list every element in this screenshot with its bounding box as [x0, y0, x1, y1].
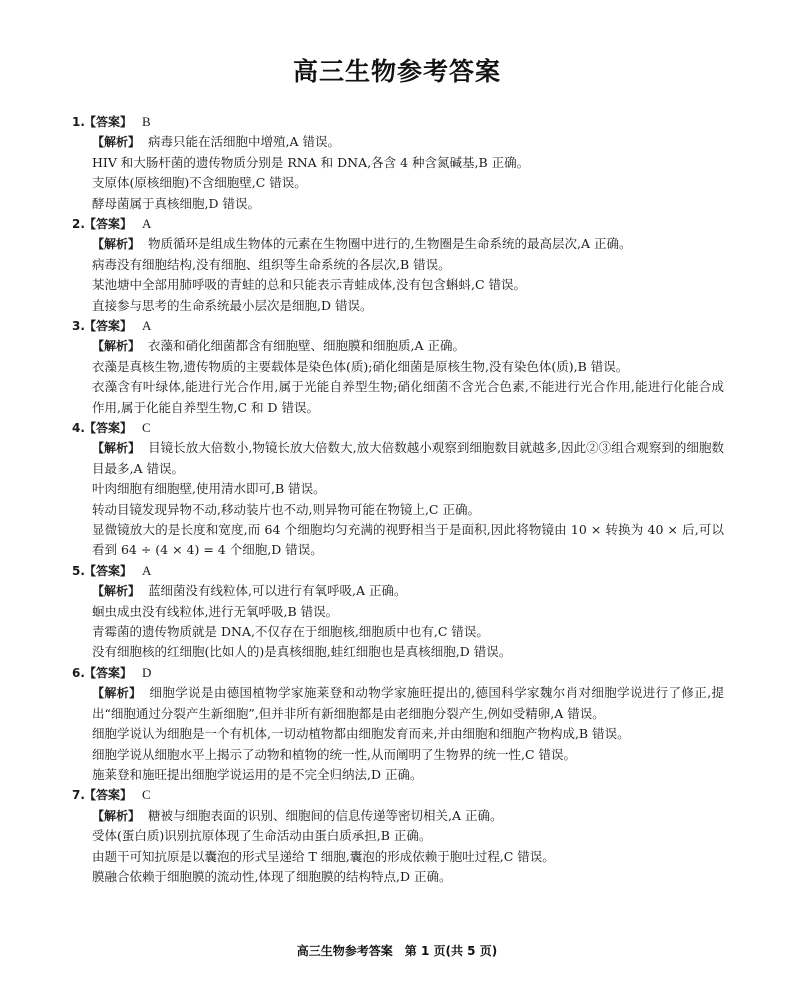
- question-item: [72, 316, 724, 418]
- question-number: 5.: [72, 563, 85, 578]
- analysis-text: 蓝细菌没有线粒体,可以进行有氧呼吸,A 正确。: [148, 583, 407, 599]
- analysis-line: [92, 500, 724, 520]
- answer-value: C: [142, 787, 151, 803]
- answer-value: A: [142, 562, 152, 578]
- analysis-line: [92, 153, 724, 173]
- answer-line: [72, 561, 724, 581]
- analysis-text: 酵母菌属于真核细胞,D 错误。: [92, 195, 260, 211]
- analysis-tag: 【解析】: [92, 686, 142, 701]
- analysis-line: [92, 336, 724, 356]
- analysis-text: 支原体(原核细胞)不含细胞壁,C 错误。: [92, 175, 307, 191]
- analysis-line: [92, 377, 724, 418]
- analysis-text: 显微镜放大的是长度和宽度,而 64 个细胞均匀充满的视野相当于是面积,因此将物镜由 10 × 转换为 40 × 后,可以看到 64 ÷ (4 × 4) = 4 个细胞,D 错误。: [92, 522, 724, 558]
- answer-tag: 【答案】: [84, 421, 133, 436]
- answer-line: [72, 112, 724, 132]
- analysis-line: [92, 357, 724, 377]
- question-number: 4.: [72, 421, 85, 436]
- analysis-text: 细胞学说是由德国植物学家施莱登和动物学家施旺提出的,德国科学家魏尔肖对细胞学说进行了修正,提出“细胞通过分裂产生新细胞”,但并非所有新细胞都是由老细胞分裂产生,例如受精卵,A 错误。: [92, 685, 724, 721]
- analysis-line: [92, 132, 724, 152]
- question-number: 1.: [72, 115, 85, 129]
- analysis-text: 衣藻是真核生物,遗传物质的主要载体是染色体(质);硝化细菌是原核生物,没有染色体(质),B 错误。: [92, 358, 629, 374]
- analysis-block: [72, 806, 724, 888]
- analysis-line: [92, 724, 724, 744]
- question-item: [72, 112, 724, 214]
- analysis-block: [72, 438, 724, 560]
- answer-value: A: [142, 216, 152, 232]
- analysis-text: 施莱登和施旺提出细胞学说运用的是不完全归纳法,D 正确。: [92, 766, 423, 782]
- analysis-line: [92, 602, 724, 622]
- analysis-block: [72, 234, 724, 316]
- analysis-text: 青霉菌的遗传物质就是 DNA,不仅存在于细胞核,细胞质中也有,C 错误。: [92, 624, 489, 640]
- answer-tag: 【答案】: [84, 319, 133, 334]
- analysis-text: 受体(蛋白质)识别抗原体现了生命活动由蛋白质承担,B 正确。: [92, 828, 432, 844]
- answer-line: [72, 418, 724, 438]
- analysis-block: [72, 336, 724, 418]
- question-number: 7.: [72, 788, 85, 803]
- analysis-tag: 【解析】: [92, 339, 141, 354]
- analysis-text: 细胞学说从细胞水平上揭示了动物和植物的统一性,从而阐明了生物界的统一性,C 错误。: [92, 746, 576, 762]
- answer-tag: 【答案】: [84, 115, 133, 129]
- question-item: [72, 561, 724, 663]
- analysis-text: 由题干可知抗原是以囊泡的形式呈递给 T 细胞,囊泡的形成依赖于胞吐过程,C 错误。: [92, 848, 555, 864]
- analysis-text: 糖被与细胞表面的识别、细胞间的信息传递等密切相关,A 正确。: [148, 807, 503, 823]
- answer-line: [72, 214, 724, 234]
- answer-line: [72, 785, 724, 805]
- analysis-line: [92, 683, 724, 724]
- question-number: 2.: [72, 217, 85, 232]
- answer-value: B: [142, 114, 151, 129]
- question-item: [72, 663, 724, 785]
- analysis-line: [92, 745, 724, 765]
- analysis-tag: 【解析】: [92, 135, 141, 150]
- analysis-line: [92, 255, 724, 275]
- analysis-text: 病毒只能在活细胞中增殖,A 错误。: [148, 134, 340, 150]
- analysis-line: [92, 806, 724, 826]
- analysis-text: HIV 和大肠杆菌的遗传物质分别是 RNA 和 DNA,各含 4 种含氮碱基,B 正确。: [92, 154, 530, 170]
- analysis-text: 衣藻含有叶绿体,能进行光合作用,属于光能自养型生物;硝化细菌不含光合色素,不能进行光合作用,能进行化能合成作用,属于化能自养型生物,C 和 D 错误。: [92, 379, 724, 415]
- answer-value: C: [142, 420, 151, 436]
- page-title: 高三生物参考答案: [292, 57, 501, 86]
- question-number: 3.: [72, 319, 85, 334]
- answer-value: D: [142, 664, 152, 680]
- analysis-block: [72, 683, 724, 785]
- analysis-line: [92, 642, 724, 662]
- analysis-text: 某池塘中全部用肺呼吸的青蛙的总和只能表示青蛙成体,没有包含蝌蚪,C 错误。: [92, 277, 526, 293]
- analysis-line: [92, 234, 724, 254]
- analysis-tag: 【解析】: [92, 441, 141, 456]
- analysis-text: 转动目镜发现异物不动,移动装片也不动,则异物可能在物镜上,C 正确。: [92, 501, 480, 517]
- analysis-line: [92, 479, 724, 499]
- analysis-text: 蛔虫成虫没有线粒体,进行无氧呼吸,B 错误。: [92, 603, 339, 619]
- analysis-line: [92, 194, 724, 214]
- analysis-line: [92, 296, 724, 316]
- analysis-text: 病毒没有细胞结构,没有细胞、组织等生命系统的各层次,B 错误。: [92, 256, 451, 272]
- question-item: [72, 214, 724, 316]
- question-number: 6.: [72, 665, 85, 680]
- analysis-line: [92, 847, 724, 867]
- page-footer: 高三生物参考答案 第 1 页(共 5 页): [296, 944, 498, 958]
- analysis-block: [72, 132, 724, 214]
- analysis-line: [92, 520, 724, 561]
- analysis-line: [92, 173, 724, 193]
- analysis-line: [92, 867, 724, 887]
- analysis-tag: 【解析】: [92, 584, 141, 599]
- analysis-line: [92, 622, 724, 642]
- answer-tag: 【答案】: [84, 788, 133, 803]
- analysis-text: 没有细胞核的红细胞(比如人的)是真核细胞,蛙红细胞也是真核细胞,D 错误。: [92, 644, 512, 660]
- analysis-text: 膜融合依赖于细胞膜的流动性,体现了细胞膜的结构特点,D 正确。: [92, 868, 452, 884]
- analysis-block: [72, 581, 724, 663]
- analysis-line: [92, 438, 724, 479]
- analysis-text: 物质循环是组成生物体的元素在生物圈中进行的,生物圈是生命系统的最高层次,A 正确。: [148, 236, 632, 252]
- analysis-line: [92, 765, 724, 785]
- answer-list: [72, 112, 724, 887]
- answer-tag: 【答案】: [84, 217, 133, 232]
- answer-tag: 【答案】: [84, 665, 133, 680]
- analysis-text: 叶肉细胞有细胞壁,使用清水即可,B 错误。: [92, 481, 326, 497]
- question-item: [72, 418, 724, 561]
- analysis-text: 目镜长放大倍数小,物镜长放大倍数大,放大倍数越小观察到细胞数目就越多,因此②③组合观察到的细胞数目最多,A 错误。: [92, 440, 724, 476]
- answer-line: [72, 316, 724, 336]
- question-item: [72, 785, 724, 887]
- analysis-text: 细胞学说认为细胞是一个有机体,一切动植物都由细胞发育而来,并由细胞和细胞产物构成,B 错误。: [92, 726, 630, 742]
- analysis-text: 直接参与思考的生命系统最小层次是细胞,D 错误。: [92, 297, 373, 313]
- answer-line: [72, 663, 724, 683]
- analysis-line: [92, 826, 724, 846]
- analysis-tag: 【解析】: [92, 237, 141, 252]
- analysis-text: 衣藻和硝化细菌都含有细胞壁、细胞膜和细胞质,A 正确。: [148, 338, 465, 354]
- analysis-tag: 【解析】: [92, 808, 141, 823]
- answer-value: A: [142, 318, 152, 334]
- analysis-line: [92, 581, 724, 601]
- analysis-line: [92, 275, 724, 295]
- answer-tag: 【答案】: [84, 563, 133, 578]
